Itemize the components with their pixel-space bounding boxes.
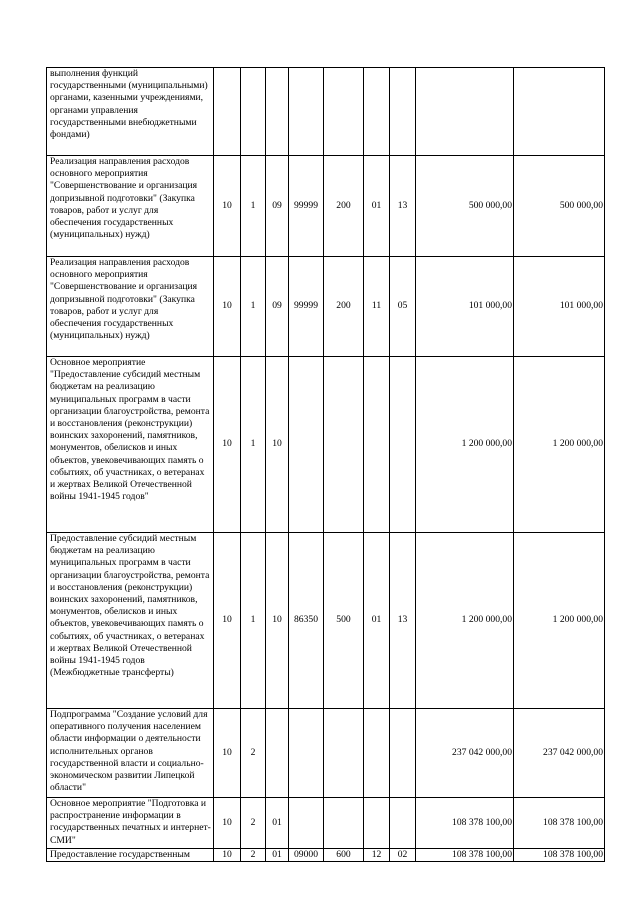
code-5: [324, 709, 364, 798]
code-1: [214, 68, 241, 156]
row-name: Предоставление субсидий местным бюджетам на реализацию муниципальных программ в части организации благоустройства, ремонта и восстановления (реконструкции) воинских захоронений, памятников, монументов, обелисков и иных объектов, увековечивающих память о событиях, об участниках, о ветеранах и жертвах Великой Отечественной войны 1941-1945 годов (Межбюджетные трансферты): [47, 533, 214, 709]
code-6: 12: [364, 849, 390, 862]
code-2: 2: [241, 709, 266, 798]
code-2: 1: [241, 257, 266, 357]
row-name: Реализация направления расходов основного мероприятия "Совершенствование и организация допризывной подготовки" (Закупка товаров, работ и услуг для обеспечения государственных (муниципальных) нужд): [47, 257, 214, 357]
amount-1: 1 200 000,00: [416, 357, 514, 533]
code-6: [364, 709, 390, 798]
table-row: [47, 257, 605, 357]
code-7: [390, 68, 416, 156]
amount-1: 101 000,00: [416, 257, 514, 357]
code-5: [324, 68, 364, 156]
row-name: выполнения функций государственными (муниципальными) органами, казенными учреждениями, органами управления государственными внебюджетными фондами): [47, 68, 214, 156]
table-row: [47, 709, 605, 798]
table-row: [47, 357, 605, 533]
amount-2: 1 200 000,00: [514, 357, 605, 533]
code-4: [289, 709, 324, 798]
code-3: [266, 68, 289, 156]
row-name: Реализация направления расходов основного мероприятия "Совершенствование и организация допризывной подготовки" (Закупка товаров, работ и услуг для обеспечения государственных (муниципальных) нужд): [47, 156, 214, 257]
code-2: 2: [241, 849, 266, 862]
code-5: 200: [324, 156, 364, 257]
code-7: 05: [390, 257, 416, 357]
code-6: 11: [364, 257, 390, 357]
code-2: 2: [241, 798, 266, 849]
amount-2: 500 000,00: [514, 156, 605, 257]
code-3: 10: [266, 357, 289, 533]
table-row: [47, 533, 605, 709]
amount-2: 108 378 100,00: [514, 849, 605, 862]
code-4: 09000: [289, 849, 324, 862]
amount-2: 1 200 000,00: [514, 533, 605, 709]
code-2: [241, 68, 266, 156]
budget-table: [46, 67, 605, 862]
code-4: [289, 357, 324, 533]
code-6: 01: [364, 156, 390, 257]
code-2: 1: [241, 156, 266, 257]
code-7: [390, 798, 416, 849]
row-name: Предоставление государственным: [47, 849, 214, 862]
code-3: 09: [266, 156, 289, 257]
code-5: 600: [324, 849, 364, 862]
amount-2: 101 000,00: [514, 257, 605, 357]
code-3: 10: [266, 533, 289, 709]
code-4: 86350: [289, 533, 324, 709]
code-4: [289, 798, 324, 849]
table-row: [47, 849, 605, 862]
code-1: 10: [214, 257, 241, 357]
code-4: 99999: [289, 156, 324, 257]
table-row: [47, 68, 605, 156]
code-3: 09: [266, 257, 289, 357]
code-2: 1: [241, 357, 266, 533]
code-6: [364, 357, 390, 533]
code-1: 10: [214, 533, 241, 709]
code-4: [289, 68, 324, 156]
amount-2: 237 042 000,00: [514, 709, 605, 798]
code-7: 02: [390, 849, 416, 862]
code-3: 01: [266, 798, 289, 849]
code-1: 10: [214, 849, 241, 862]
code-6: 01: [364, 533, 390, 709]
amount-1: 108 378 100,00: [416, 849, 514, 862]
code-1: 10: [214, 798, 241, 849]
code-5: 200: [324, 257, 364, 357]
code-1: 10: [214, 357, 241, 533]
code-3: 01: [266, 849, 289, 862]
code-7: [390, 709, 416, 798]
amount-2: [514, 68, 605, 156]
amount-1: 237 042 000,00: [416, 709, 514, 798]
code-1: 10: [214, 156, 241, 257]
code-5: 500: [324, 533, 364, 709]
code-6: [364, 798, 390, 849]
code-5: [324, 357, 364, 533]
table-row: [47, 156, 605, 257]
table-row: [47, 798, 605, 849]
amount-1: 1 200 000,00: [416, 533, 514, 709]
code-7: 13: [390, 533, 416, 709]
code-6: [364, 68, 390, 156]
row-name: Основное мероприятие "Предоставление субсидий местным бюджетам на реализацию муниципальных программ в части организации благоустройства, ремонта и восстановления (реконструкции) воинских захоронений, памятников, монументов, обелисков и иных объектов, увековечивающих память о событиях, об участниках, о ветеранах и жертвах Великой Отечественной войны 1941-1945 годов": [47, 357, 214, 533]
code-7: [390, 357, 416, 533]
code-3: [266, 709, 289, 798]
row-name: Подпрограмма "Создание условий для оперативного получения населением области информации о деятельности исполнительных органов государственной власти и социально-экономическом развитии Липецкой области": [47, 709, 214, 798]
row-name: Основное мероприятие "Подготовка и распространение информации в государственных печатных и интернет-СМИ": [47, 798, 214, 849]
code-4: 99999: [289, 257, 324, 357]
code-1: 10: [214, 709, 241, 798]
code-5: [324, 798, 364, 849]
amount-1: 108 378 100,00: [416, 798, 514, 849]
amount-1: 500 000,00: [416, 156, 514, 257]
amount-1: [416, 68, 514, 156]
code-7: 13: [390, 156, 416, 257]
amount-2: 108 378 100,00: [514, 798, 605, 849]
code-2: 1: [241, 533, 266, 709]
